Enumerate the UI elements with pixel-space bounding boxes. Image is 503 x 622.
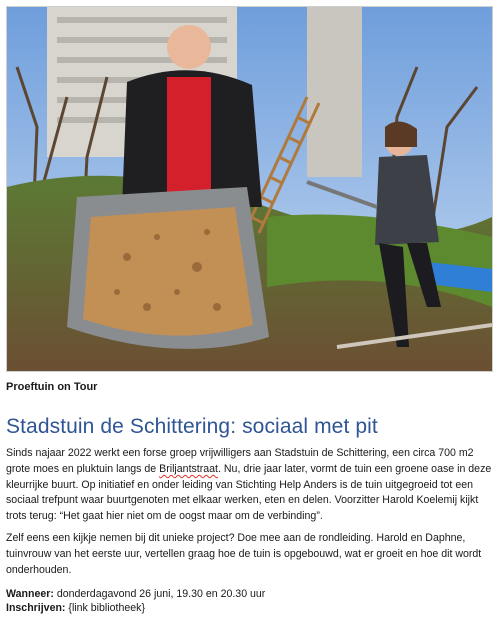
intro-paragraph (6, 446, 494, 525)
when-line (6, 587, 265, 602)
intro-text-a: Sinds najaar 2022 werkt een forse groep vrijwilligers aan Stadstuin de Schittering, een circa 700 m2 grote moes en pluktuin langs de (6, 447, 474, 475)
photo-gardeners-with-wheelbarrow (7, 7, 492, 371)
when-value: donderdagavond 26 juni, 19.30 en 20.30 uur (53, 588, 266, 600)
tour-paragraph: Zelf eens een kijkje nemen bij dit unieke project? Doe mee aan de rondleiding. Harold en Daphne, tuinvrouw van het eerste uur, vertellen graag hoe de tuin is opgebouwd, wat er groeit en hoe dit wordt onderhouden. (6, 532, 482, 576)
intro-text-b: . Nu, drie jaar later, vormt de tuin een groene oase in deze kleurrijke buurt. Op initiatief en onder leiding van Stichting Help Anders is de tuin uitgegroeid tot een sociaal trefpunt waar buurtgenoten met elkaar werken, eten en delen. Voorzitter Harold Koelemij kijkt trots terug: “Het gaat hier niet om de oogst maar om de verbinding”. (6, 462, 492, 523)
signup-line (6, 601, 145, 616)
when-label: Wanneer: (6, 588, 54, 600)
street-name-misspelled: Briljantstraat (159, 462, 219, 475)
signup-label: Inschrijven: (6, 602, 66, 614)
signup-value[interactable]: {link bibliotheek} (65, 602, 145, 614)
article-kicker: Proeftuin on Tour (6, 381, 98, 393)
article-title: Stadstuin de Schittering: sociaal met pit (6, 415, 378, 438)
article-photo (6, 6, 493, 372)
